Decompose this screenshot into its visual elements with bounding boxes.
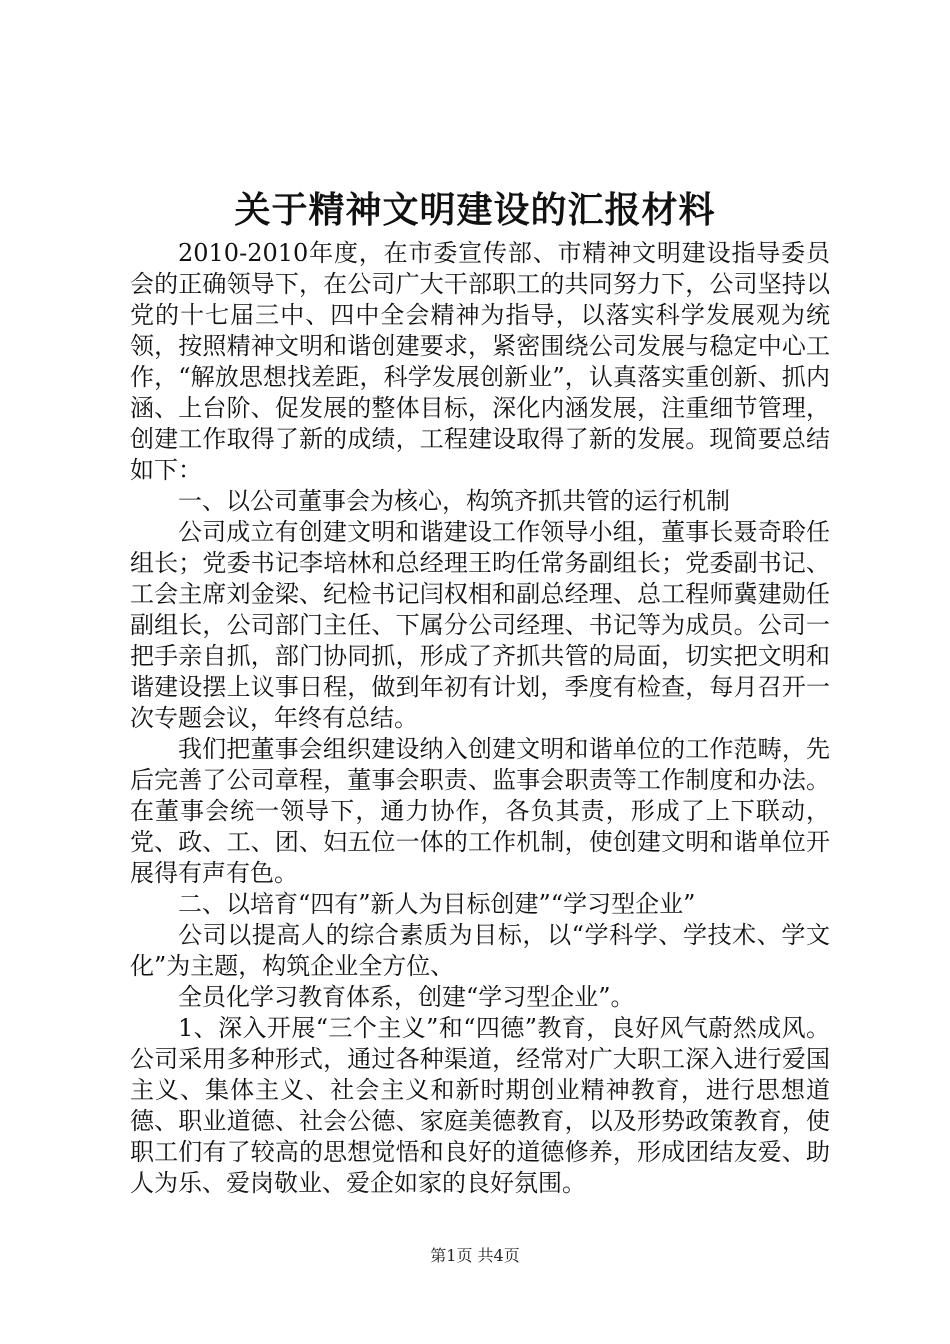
document-body xyxy=(130,238,830,1199)
body-paragraph: 1、深入开展“三个主义”和“四德”教育，良好风气蔚然成风。公司采用多种形式，通过各种渠道，经常对广大职工深入进行爱国主义、集体主义、社会主义和新时期创业精神教育，进行思想道德、职业道德、社会公德、家庭美德教育，以及形势政策教育，使职工们有了较高的思想觉悟和良好的道德修养，形成团结友爱、助人为乐、爱岗敬业、爱企如家的良好氛围。 xyxy=(130,1014,830,1197)
body-paragraph: 公司以提高人的综合素质为目标，以“学科学、学技术、学文化”为主题，构筑企业全方位、 xyxy=(130,921,830,980)
section-heading-1: 一、以公司董事会为核心，构筑齐抓共管的运行机制 xyxy=(178,487,730,515)
body-paragraph: 公司成立有创建文明和谐建设工作领导小组，董事长聂奇聆任组长；党委书记李培林和总经理王昀任常务副组长；党委副书记、工会主席刘金梁、纪检书记闫权相和副总经理、总工程师冀建勋任副组长，公司部门主任、下属分公司经理、书记等为成员。公司一把手亲自抓，部门协同抓，形成了齐抓共管的局面，切实把文明和谐建设摆上议事日程，做到年初有计划，季度有检查，每月召开一次专题会议，年终有总结。 xyxy=(130,518,830,732)
document-title: 关于精神文明建设的汇报材料 xyxy=(234,189,716,231)
section-heading-2: 二、以培育“四有”新人为目标创建”“学习型企业” xyxy=(178,890,696,918)
intro-paragraph: 2010-2010年度，在市委宣传部、市精神文明建设指导委员会的正确领导下，在公司广大干部职工的共同努力下，公司坚持以党的十七届三中、四中全会精神为指导，以落实科学发展观为统领，按照精神文明和谐创建要求，紧密围绕公司发展与稳定中心工作，“解放思想找差距，科学发展创新业”，认真落实重创新、抓内涵、上台阶、促发展的整体目标，深化内涵发展，注重细节管理，创建工作取得了新的成绩，工程建设取得了新的发展。现简要总结如下： xyxy=(130,239,830,484)
body-paragraph: 全员化学习教育体系，创建“学习型企业”。 xyxy=(178,983,635,1011)
page-number-footer: 第1页 共4页 xyxy=(430,1246,520,1265)
body-paragraph: 我们把董事会组织建设纳入创建文明和谐单位的工作范畴，先后完善了公司章程，董事会职责、监事会职责等工作制度和办法。在董事会统一领导下，通力协作，各负其责，形成了上下联动，党、政、工、团、妇五位一体的工作机制，使创建文明和谐单位开展得有声有色。 xyxy=(130,735,830,887)
